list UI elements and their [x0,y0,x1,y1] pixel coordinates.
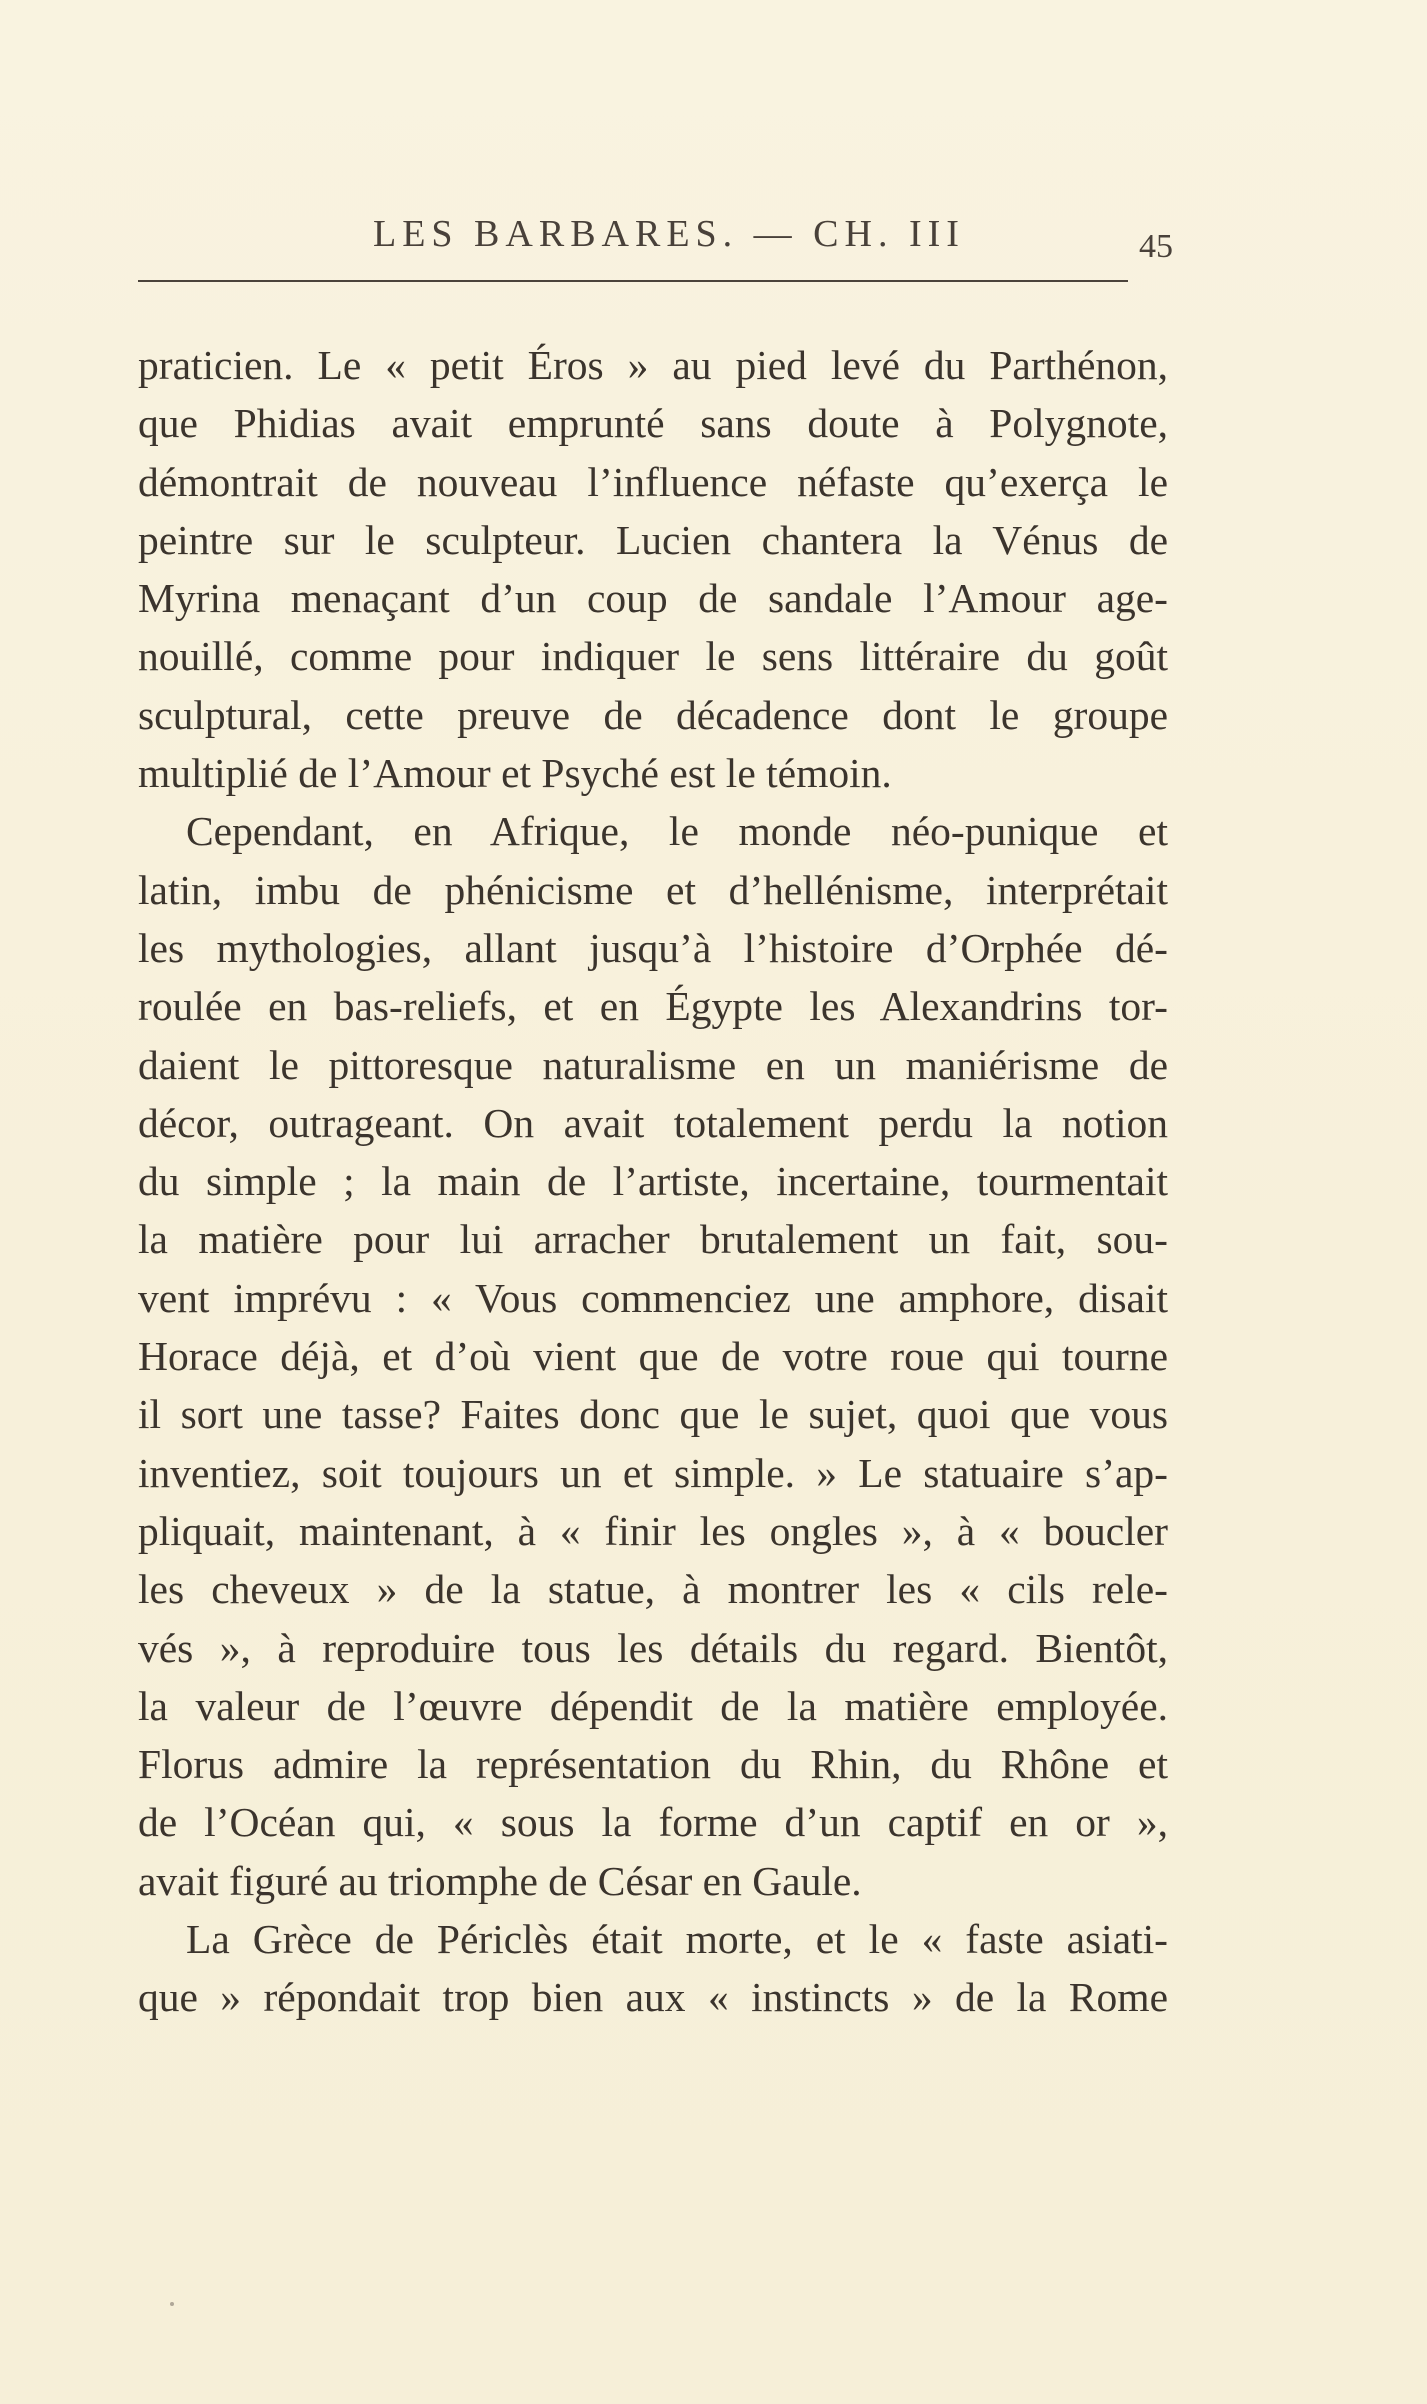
text-line: daient le pittoresque naturalisme en un maniérisme de [138,1041,1168,1088]
text-line: avait figuré au triomphe de César en Gaule. [138,1857,862,1904]
text-line: Horace déjà, et d’où vient que de votre roue qui tourne [138,1333,1168,1380]
text-line: roulée en bas-reliefs, et en Égypte les Alexandrins tor- [138,983,1168,1030]
text-line: que » répondait trop bien aux « instincts » de la Rome [138,1974,1168,2021]
text-line: la matière pour lui arracher brutalement un fait, sou- [138,1216,1168,1263]
text-line: vent imprévu : « Vous commenciez une amphore, disait [138,1274,1168,1321]
paragraph [138,1910,1168,2027]
text-line: il sort une tasse? Faites donc que le sujet, quoi que vous [138,1391,1168,1438]
paragraph [138,336,1168,802]
text-line: sculptural, cette preuve de décadence dont le groupe [138,691,1168,738]
text-line: La Grèce de Périclès était morte, et le « faste asiati- [186,1916,1168,1963]
header-rule [138,280,1128,282]
page-header [138,208,1173,280]
text-line: peintre sur le sculpteur. Lucien chantera la Vénus de [138,516,1168,563]
running-title: LES BARBARES. — CH. III [373,213,965,255]
text-line: les cheveux » de la statue, à montrer les « cils rele- [138,1566,1168,1613]
page-number: 45 [1139,228,1173,265]
text-line: Cependant, en Afrique, le monde néo-punique et [186,808,1168,855]
text-line: nouillé, comme pour indiquer le sens littéraire du goût [138,633,1168,680]
text-line: vés », à reproduire tous les détails du regard. Bientôt, [138,1624,1168,1671]
text-line: multiplié de l’Amour et Psyché est le témoin. [138,750,892,797]
text-line: praticien. Le « petit Éros » au pied levé du Parthénon, [138,342,1168,388]
text-line: les mythologies, allant jusqu’à l’histoire d’Orphée dé- [138,924,1168,971]
text-line: latin, imbu de phénicisme et d’hellénisme, interprétait [138,866,1168,913]
text-line: la valeur de l’œuvre dépendit de la matière employée. [138,1682,1168,1729]
text-line: du simple ; la main de l’artiste, incertaine, tourmentait [138,1158,1168,1205]
text-line: de l’Océan qui, « sous la forme d’un captif en or », [138,1799,1168,1846]
body-text [138,336,1168,2027]
text-line: Florus admire la représentation du Rhin, du Rhône et [138,1741,1168,1788]
text-line: que Phidias avait emprunté sans doute à Polygnote, [138,400,1168,447]
text-line: pliquait, maintenant, à « finir les ongles », à « boucler [138,1507,1168,1554]
paragraph [138,802,1168,1910]
text-line: inventiez, soit toujours un et simple. » Le statuaire s’ap- [138,1449,1168,1496]
text-line: décor, outrageant. On avait totalement perdu la notion [138,1099,1168,1146]
text-line: démontrait de nouveau l’influence néfaste qu’exerça le [138,458,1168,505]
paper-speck [170,2302,174,2306]
text-line: Myrina menaçant d’un coup de sandale l’Amour age- [138,575,1168,622]
